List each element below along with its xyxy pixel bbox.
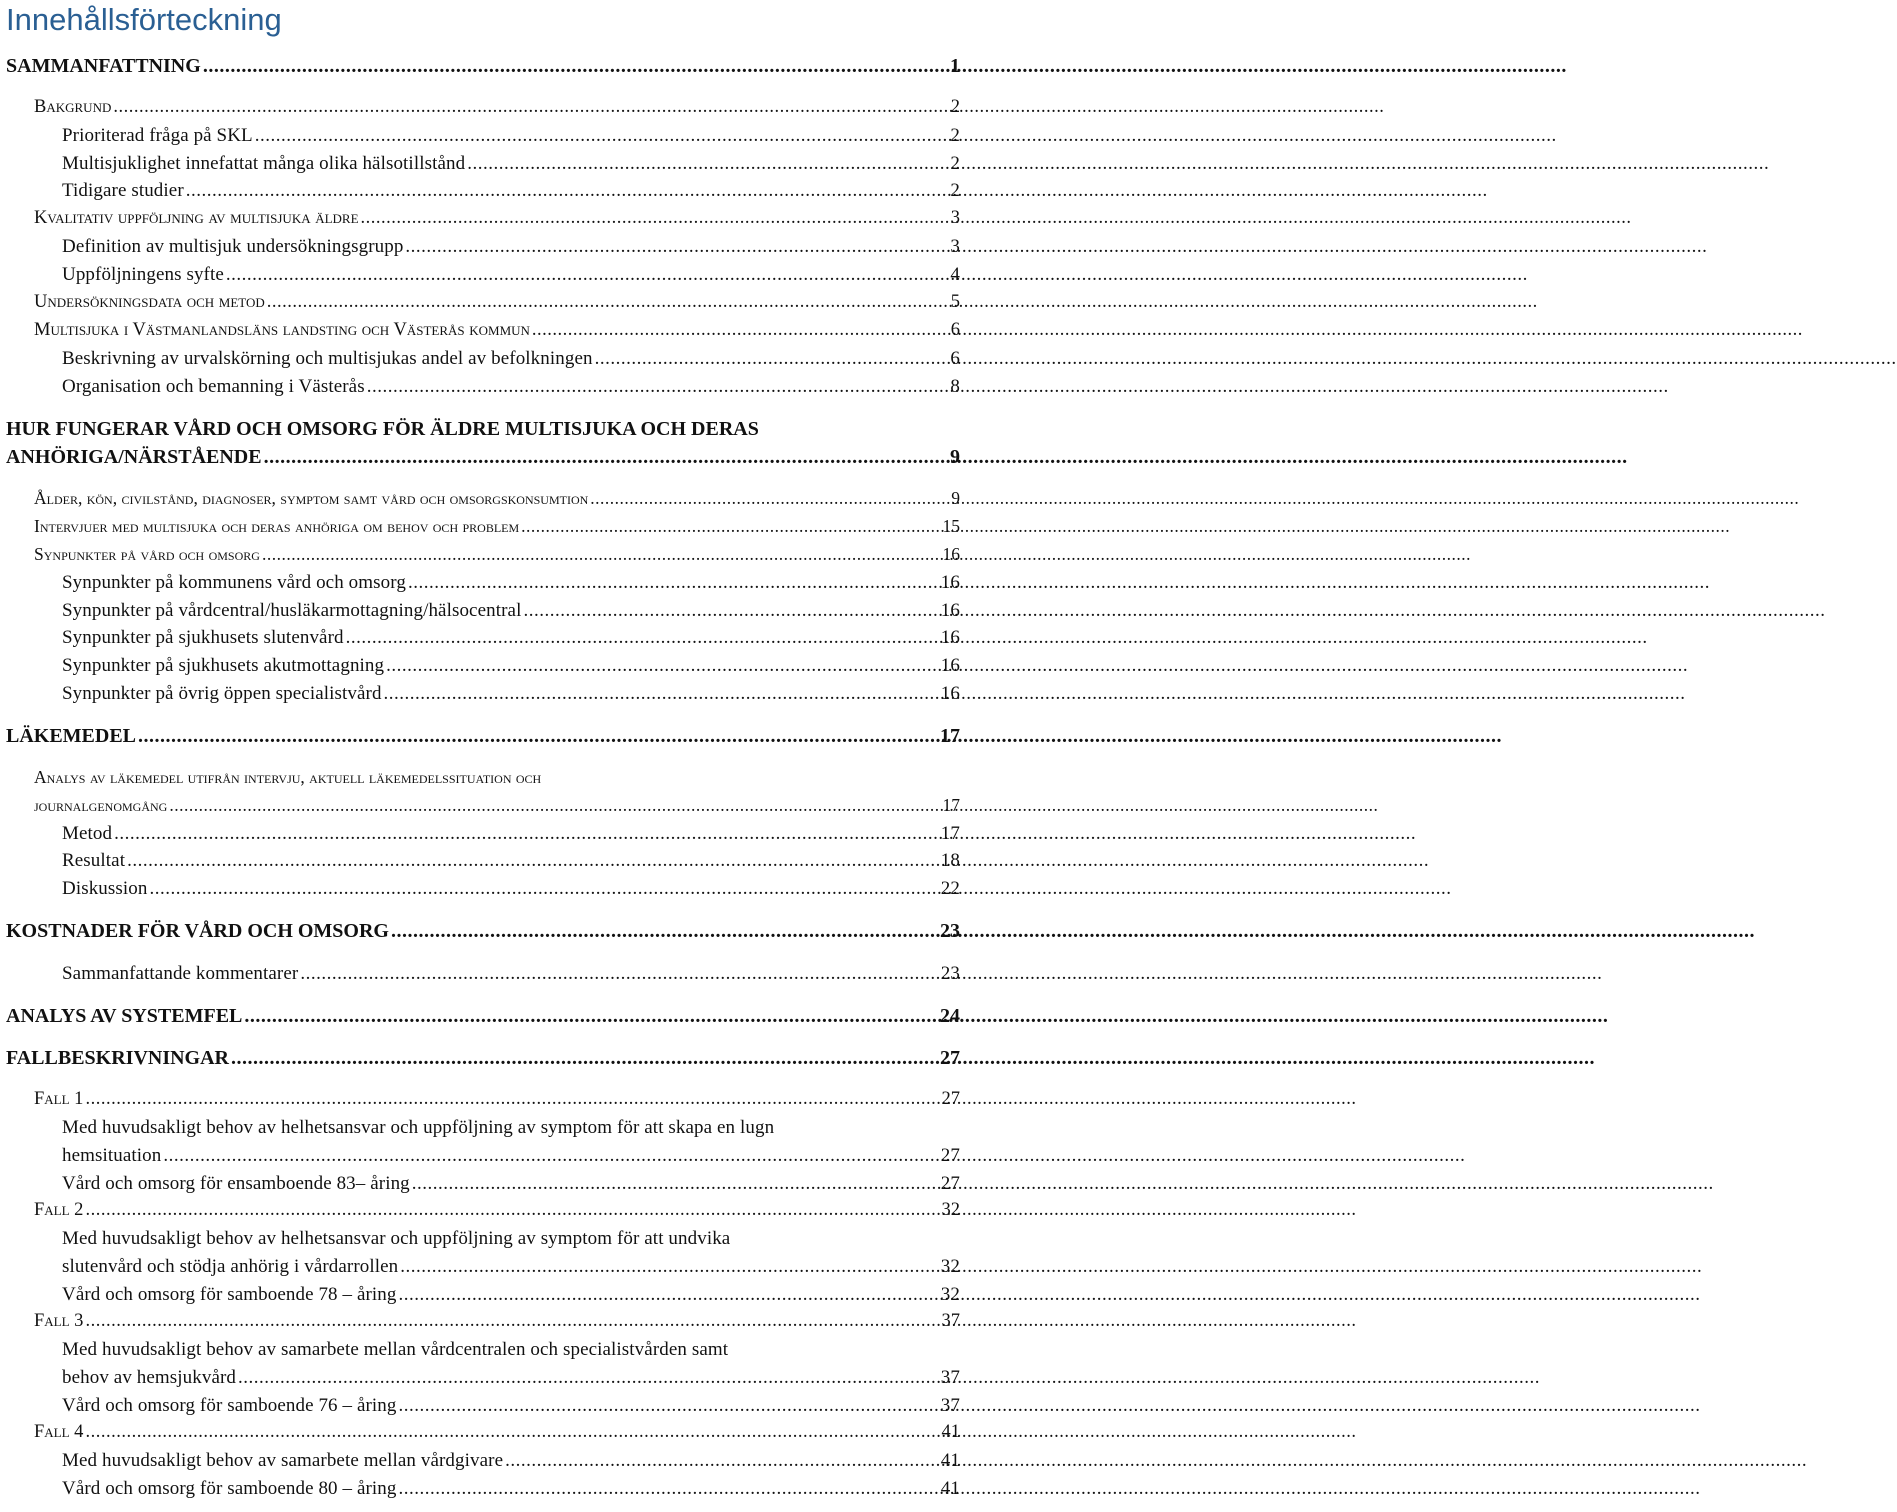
toc-entry-behov-av-hemsjukvard-line1[interactable]: Med huvudsakligt behov av samarbete mellan vårdcentralen och specialistvården samt — [62, 1339, 729, 1360]
toc-entry-sammanfattning[interactable] — [6, 55, 960, 78]
toc-page-number: 32 — [940, 1284, 960, 1305]
toc-entry-synpunkter-pa-vardcentral-huslakarmottag[interactable] — [62, 600, 960, 622]
dot-leader — [244, 1005, 938, 1028]
toc-entry-title: slutenvård och stödja anhörig i vårdarrollen — [62, 1256, 399, 1277]
toc-page-number: 17 — [942, 795, 960, 815]
dot-leader — [186, 180, 949, 202]
toc-entry-tidigare-studier[interactable] — [62, 180, 960, 202]
toc-page-number: 27 — [940, 1047, 960, 1069]
dot-leader — [85, 1089, 939, 1110]
dot-leader — [595, 348, 949, 370]
dot-leader — [412, 1173, 939, 1195]
toc-page-number: 3 — [950, 236, 960, 257]
dot-leader — [384, 683, 939, 705]
toc-page-number: 17 — [940, 823, 960, 844]
dot-leader — [505, 1450, 939, 1472]
toc-page-number: 9 — [951, 488, 960, 508]
dot-leader — [386, 655, 939, 677]
toc-entry-title: Vård och omsorg för samboende 76 – åring — [62, 1395, 397, 1416]
dot-leader — [226, 264, 948, 286]
dot-leader — [399, 1478, 939, 1500]
toc-page-number: 23 — [940, 963, 960, 984]
dot-leader — [367, 376, 949, 398]
toc-entry-multisjuklighet-innefattat-manga-olika-h[interactable] — [62, 153, 960, 175]
dot-leader — [262, 544, 941, 565]
toc-page-number: 16 — [940, 683, 960, 704]
toc-page-number: 17 — [940, 725, 960, 747]
dot-leader — [346, 627, 939, 649]
toc-entry-title: SAMMANFATTNING — [6, 55, 201, 77]
toc-entry-title: FALLBESKRIVNINGAR — [6, 1047, 229, 1069]
toc-entry-vard-och-omsorg-for-ensamboende-83-aring[interactable] — [62, 1173, 960, 1195]
dot-leader — [391, 920, 938, 943]
toc-entry-title: Vård och omsorg för samboende 78 – åring — [62, 1284, 397, 1305]
toc-page-number: 5 — [950, 292, 960, 312]
toc-entry-title: Fall 2 — [34, 1200, 84, 1220]
toc-entry-synpunkter-pa-ovrig-oppen-specialistvard[interactable] — [62, 683, 960, 705]
dot-leader — [231, 1047, 938, 1070]
dot-leader — [467, 153, 948, 175]
toc-entry-title: Undersökningsdata och metod — [34, 292, 265, 312]
toc-entry-title: Multisjuklighet innefattat många olika hälsotillstånd — [62, 153, 466, 174]
dot-leader — [85, 1311, 939, 1332]
toc-entry-title: Synpunkter på kommunens vård och omsorg — [62, 572, 406, 593]
dot-leader — [114, 823, 939, 845]
toc-entry-title: Definition av multisjuk undersökningsgrupp — [62, 236, 404, 257]
toc-entry-organisation-och-bemanning-i-vasteras[interactable] — [62, 376, 960, 398]
dot-leader — [113, 97, 948, 118]
toc-page-number: 41 — [940, 1450, 960, 1471]
toc-page-number: 2 — [950, 125, 960, 146]
dot-leader — [255, 125, 949, 147]
toc-entry-slutenvard-och-stodja-anhorig-i-vardarro-line1[interactable]: Med huvudsakligt behov av helhetsansvar och uppföljning av symptom för att undvika — [62, 1228, 731, 1249]
toc-entry-uppfoljningens-syfte[interactable] — [62, 264, 960, 286]
toc-page-number: 16 — [940, 572, 960, 593]
toc-entry-title: Tidigare studier — [62, 180, 184, 201]
toc-entry-vard-och-omsorg-for-samboende-76-aring[interactable] — [62, 1395, 960, 1417]
toc-entry-title: KOSTNADER FÖR VÅRD OCH OMSORG — [6, 920, 389, 942]
toc-entry-definition-av-multisjuk-undersokningsgru[interactable] — [62, 236, 960, 258]
toc-entry-title: Uppföljningens syfte — [62, 264, 224, 285]
dot-leader — [405, 236, 948, 258]
toc-entry-multisjuka-i-vastmanlandslans-landsting-[interactable] — [34, 320, 960, 341]
toc-entry-title: Vård och omsorg för samboende 80 – åring — [62, 1478, 397, 1499]
toc-entry-journalgenomgang-line1[interactable]: Analys av läkemedel utifrån intervju, aktuell läkemedelssituation och — [34, 767, 542, 787]
toc-entry-title: Bakgrund — [34, 97, 112, 117]
dot-leader — [300, 963, 938, 985]
toc-page-number: 3 — [950, 208, 960, 228]
toc-entry-synpunkter-pa-vard-och-omsorg[interactable] — [34, 544, 960, 565]
toc-entry-fall-3[interactable] — [34, 1311, 960, 1332]
dot-leader — [267, 292, 949, 313]
toc-page-number: 2 — [950, 153, 960, 174]
toc-entry-alder-kon-civilstand-diagnoser-symptom-s[interactable] — [34, 488, 960, 509]
toc-entry-title: ANHÖRIGA/NÄRSTÅENDE — [6, 446, 262, 468]
toc-entry-fall-4[interactable] — [34, 1422, 960, 1443]
toc-page-number: 37 — [941, 1311, 960, 1331]
toc-entry-lakemedel[interactable] — [6, 725, 960, 748]
toc-entry-title: Metod — [62, 823, 113, 844]
toc-entry-title: journalgenomgång — [34, 795, 168, 815]
toc-page-number: 6 — [950, 348, 960, 369]
toc-entry-title: Synpunkter på vårdcentral/husläkarmottagning/hälsocentral — [62, 600, 522, 621]
dot-leader — [127, 850, 939, 872]
dot-leader — [163, 1145, 938, 1167]
dot-leader — [523, 600, 938, 622]
toc-entry-title: Med huvudsakligt behov av samarbete mellan vårdgivare — [62, 1450, 504, 1471]
toc-entry-behov-av-hemsjukvard[interactable] — [62, 1367, 960, 1389]
toc-page-number: 24 — [940, 1005, 960, 1027]
dot-leader — [85, 1200, 939, 1221]
toc-entry-title: Synpunkter på vård och omsorg — [34, 544, 260, 564]
toc-entry-title: Prioriterad fråga på SKL — [62, 125, 253, 146]
toc-page-number: 41 — [940, 1478, 960, 1499]
toc-page-number: 16 — [940, 655, 960, 676]
toc-entry-vard-och-omsorg-for-samboende-78-aring[interactable] — [62, 1284, 960, 1306]
toc-page-number: 37 — [940, 1395, 960, 1416]
toc-entry-sammanfattande-kommentarer[interactable] — [62, 963, 960, 985]
toc-page-number: 32 — [940, 1256, 960, 1277]
toc-entry-intervjuer-med-multisjuka-och-deras-anho[interactable] — [34, 516, 960, 537]
page-title: Innehållsförteckning — [6, 2, 282, 37]
toc-page-number: 27 — [940, 1173, 960, 1194]
toc-entry-title: Beskrivning av urvalskörning och multisjukas andel av befolkningen — [62, 348, 593, 369]
toc-page-number: 2 — [950, 97, 960, 117]
toc-page-number: 16 — [940, 600, 960, 621]
toc-page-number: 18 — [940, 850, 960, 871]
dot-leader — [238, 1367, 939, 1389]
toc-page-number: 2 — [950, 180, 960, 201]
toc-entry-title: Intervjuer med multisjuka och deras anhöriga om behov och problem — [34, 516, 520, 536]
toc-entry-title: Vård och omsorg för ensamboende 83– åring — [62, 1173, 410, 1194]
toc-page-number: 23 — [940, 920, 960, 942]
toc-entry-synpunkter-pa-sjukhusets-akutmottagning[interactable] — [62, 655, 960, 677]
toc-entry-metod[interactable] — [62, 823, 960, 845]
toc-entry-title: Fall 3 — [34, 1311, 84, 1331]
toc-page-number: 37 — [940, 1367, 960, 1388]
toc-entry-vard-och-omsorg-for-samboende-80-aring[interactable] — [62, 1478, 960, 1500]
dot-leader — [399, 1395, 939, 1417]
toc-entry-med-huvudsakligt-behov-av-samarbete-mell[interactable] — [62, 1450, 960, 1472]
toc-entry-diskussion[interactable] — [62, 878, 960, 900]
toc-page-number: 8 — [950, 376, 960, 397]
toc-entry-bakgrund[interactable] — [34, 97, 960, 118]
dot-leader — [149, 878, 938, 900]
toc-page-number: 9 — [950, 446, 960, 468]
dot-leader — [203, 55, 948, 78]
toc-page-number: 15 — [942, 516, 960, 536]
toc-entry-kvalitativ-uppfoljning-av-multisjuka-ald[interactable] — [34, 208, 960, 229]
toc-page-number: 22 — [940, 878, 960, 899]
toc-entry-anhoriga-narstaende[interactable] — [6, 446, 960, 469]
dot-leader — [399, 1284, 939, 1306]
toc-page-number: 41 — [941, 1422, 960, 1442]
toc-entry-hemsituation[interactable] — [62, 1145, 960, 1167]
toc-entry-title: Kvalitativ uppföljning av multisjuka äldre — [34, 208, 359, 228]
toc-page-number: 32 — [941, 1200, 960, 1220]
toc-entry-slutenvard-och-stodja-anhorig-i-vardarro[interactable] — [62, 1256, 960, 1278]
dot-leader — [264, 446, 948, 469]
toc-entry-title: Resultat — [62, 850, 126, 871]
toc-entry-title: Fall 4 — [34, 1422, 84, 1442]
toc-entry-title: Diskussion — [62, 878, 148, 899]
dot-leader — [169, 795, 940, 816]
toc-page-number: 16 — [942, 544, 960, 564]
toc-entry-synpunkter-pa-kommunens-vard-och-omsorg[interactable] — [62, 572, 960, 594]
toc-entry-title: Sammanfattande kommentarer — [62, 963, 299, 984]
toc-page-number: 1 — [950, 55, 960, 77]
toc-entry-title: Synpunkter på sjukhusets slutenvård — [62, 627, 344, 648]
toc-entry-title: Organisation och bemanning i Västerås — [62, 376, 365, 397]
toc-entry-prioriterad-fraga-pa-skl[interactable] — [62, 125, 960, 147]
toc-entry-undersokningsdata-och-metod[interactable] — [34, 292, 960, 313]
toc-page-number: 6 — [950, 320, 960, 340]
toc-entry-title: Synpunkter på sjukhusets akutmottagning — [62, 655, 385, 676]
dot-leader — [138, 725, 938, 748]
toc-page-number: 4 — [950, 264, 960, 285]
toc-entry-title: Fall 1 — [34, 1089, 84, 1109]
toc-entry-fall-1[interactable] — [34, 1089, 960, 1110]
dot-leader — [400, 1256, 939, 1278]
toc-entry-title: LÄKEMEDEL — [6, 725, 137, 747]
toc-entry-hemsituation-line1[interactable]: Med huvudsakligt behov av helhetsansvar och uppföljning av symptom för att skapa en lugn — [62, 1117, 775, 1138]
toc-entry-fallbeskrivningar[interactable] — [6, 1047, 960, 1070]
dot-leader — [590, 488, 949, 509]
toc-entry-title: Synpunkter på övrig öppen specialistvård — [62, 683, 382, 704]
toc-entry-title: ANALYS AV SYSTEMFEL — [6, 1005, 243, 1027]
toc-entry-analys-av-systemfel[interactable] — [6, 1005, 960, 1028]
toc-entry-resultat[interactable] — [62, 850, 960, 872]
dot-leader — [408, 572, 939, 594]
dot-leader — [85, 1422, 939, 1443]
toc-entry-synpunkter-pa-sjukhusets-slutenvard[interactable] — [62, 627, 960, 649]
toc-entry-fall-2[interactable] — [34, 1200, 960, 1221]
dot-leader — [521, 516, 940, 537]
toc-entry-title: Ålder, kön, civilstånd, diagnoser, symptom samt vård och omsorgskonsumtion — [34, 488, 589, 508]
toc-entry-journalgenomgang[interactable] — [34, 795, 960, 816]
toc-entry-beskrivning-av-urvalskorning-och-multisj[interactable] — [62, 348, 960, 370]
toc-page-number: 27 — [940, 1145, 960, 1166]
dot-leader — [532, 320, 949, 341]
dot-leader — [361, 208, 949, 229]
toc-entry-title: hemsituation — [62, 1145, 162, 1166]
toc-entry-title: behov av hemsjukvård — [62, 1367, 237, 1388]
toc-entry-kostnader-for-vard-och-omsorg[interactable] — [6, 920, 960, 943]
toc-entry-anhoriga-narstaende-line1[interactable]: HUR FUNGERAR VÅRD OCH OMSORG FÖR ÄLDRE MULTISJUKA OCH DERAS — [6, 418, 759, 440]
toc-entry-title: Multisjuka i Västmanlandsläns landsting och Västerås kommun — [34, 320, 530, 340]
toc-page-number: 27 — [941, 1089, 960, 1109]
toc-page-number: 16 — [940, 627, 960, 648]
